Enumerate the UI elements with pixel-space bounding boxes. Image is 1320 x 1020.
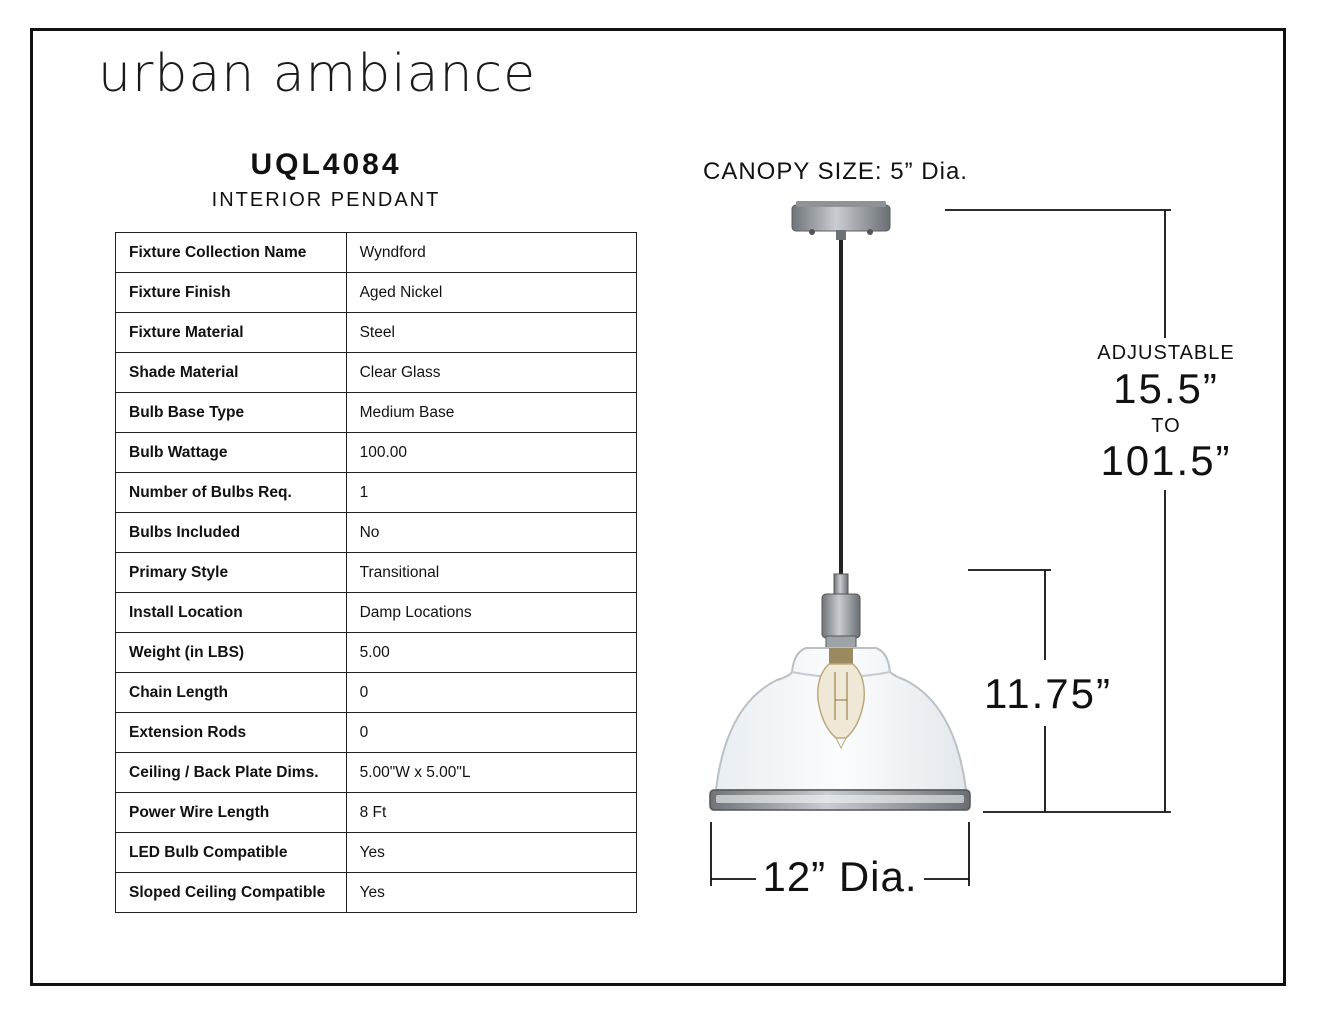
- spec-label: Chain Length: [116, 673, 347, 713]
- spec-label: Fixture Finish: [116, 273, 347, 313]
- spec-value: Damp Locations: [346, 593, 636, 633]
- spec-value: Transitional: [346, 553, 636, 593]
- spec-label: Extension Rods: [116, 713, 347, 753]
- spec-label: Power Wire Length: [116, 793, 347, 833]
- spec-label: LED Bulb Compatible: [116, 833, 347, 873]
- spec-label: Sloped Ceiling Compatible: [116, 873, 347, 913]
- spec-value: 8 Ft: [346, 793, 636, 833]
- shade-width-value: 12” Dia.: [762, 853, 918, 900]
- shade-height-value: 11.75”: [984, 670, 1112, 717]
- canopy-size-label: CANOPY SIZE: 5” Dia.: [703, 158, 968, 185]
- spec-label: Bulb Wattage: [116, 433, 347, 473]
- spec-value: 0: [346, 673, 636, 713]
- spec-value: 5.00"W x 5.00"L: [346, 753, 636, 793]
- spec-value: Wyndford: [346, 233, 636, 273]
- socket: [822, 574, 860, 648]
- spec-value: 0: [346, 713, 636, 753]
- adjustable-min-value: 15.5”: [1113, 365, 1219, 412]
- adjustable-label: ADJUSTABLE: [1097, 342, 1235, 364]
- spec-label: Shade Material: [116, 353, 347, 393]
- shade-band: [710, 790, 970, 810]
- spec-value: Yes: [346, 873, 636, 913]
- spec-label: Ceiling / Back Plate Dims.: [116, 753, 347, 793]
- spec-value: 100.00: [346, 433, 636, 473]
- spec-value: Steel: [346, 313, 636, 353]
- spec-label: Install Location: [116, 593, 347, 633]
- spec-label: Bulb Base Type: [116, 393, 347, 433]
- spec-label: Primary Style: [116, 553, 347, 593]
- product-type: INTERIOR PENDANT: [211, 189, 441, 211]
- spec-value: Yes: [346, 833, 636, 873]
- spec-label: Number of Bulbs Req.: [116, 473, 347, 513]
- spec-value: No: [346, 513, 636, 553]
- spec-label: Fixture Material: [116, 313, 347, 353]
- canopy: [792, 201, 890, 240]
- spec-label: Weight (in LBS): [116, 633, 347, 673]
- spec-label: Fixture Collection Name: [116, 233, 347, 273]
- spec-label: Bulbs Included: [116, 513, 347, 553]
- model-number: UQL4084: [250, 148, 402, 181]
- adjustable-height-dimension: [945, 210, 1171, 812]
- spec-value: Clear Glass: [346, 353, 636, 393]
- brand-logo: urban ambiance: [98, 44, 537, 104]
- spec-value: 1: [346, 473, 636, 513]
- to-label: TO: [1151, 415, 1181, 437]
- adjustable-max-value: 101.5”: [1100, 437, 1232, 484]
- spec-value: Aged Nickel: [346, 273, 636, 313]
- spec-value: 5.00: [346, 633, 636, 673]
- spec-value: Medium Base: [346, 393, 636, 433]
